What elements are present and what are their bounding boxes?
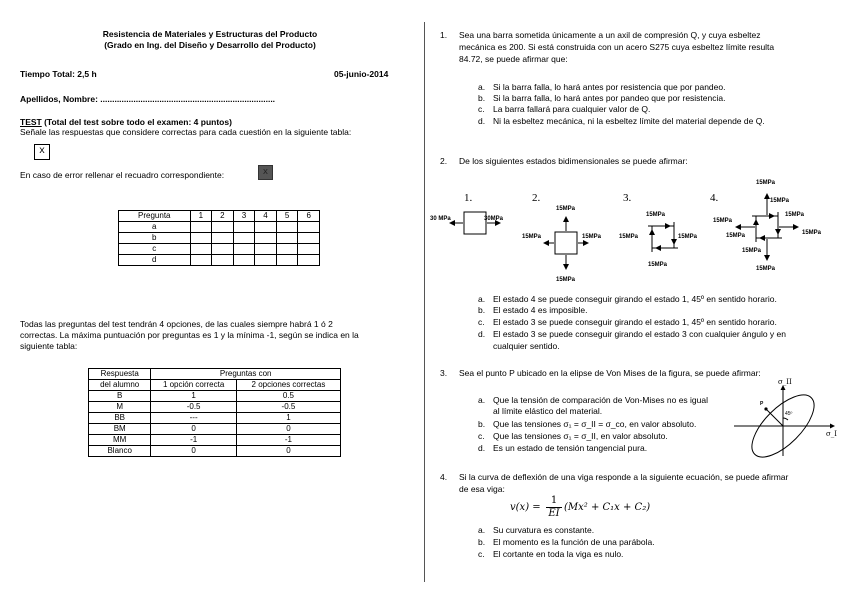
q2-option-d: El estado 3 se puede conseguir girando el estado 3 con cualquier ángulo y en xyxy=(493,329,786,339)
von-mises-svg xyxy=(734,380,840,460)
q2-option-c-letter: c. xyxy=(478,317,485,327)
state-2-label-left: 15MPa xyxy=(522,234,542,240)
error-filled-box: x xyxy=(258,165,273,180)
answer-cell[interactable] xyxy=(190,233,212,244)
q1-option-c-letter: c. xyxy=(478,104,485,114)
q1-option-a: Si la barra falla, lo hará antes por resistencia que por pandeo. xyxy=(493,82,726,92)
answer-cell[interactable] xyxy=(276,255,298,266)
answer-cell[interactable] xyxy=(190,244,212,255)
scoring-cell: 1 xyxy=(236,413,340,424)
scoring-cell: 1 xyxy=(151,391,237,402)
state-4-label-top: 15MPa xyxy=(756,180,776,186)
angle-label: 45º xyxy=(785,411,793,417)
scoring-subheader-1: 1 opción correcta xyxy=(151,380,237,391)
q1-option-d-letter: d. xyxy=(478,116,486,126)
q2-option-b-letter: b. xyxy=(478,305,486,315)
equation-denominator: EI xyxy=(548,508,560,519)
name-field-label: Apellidos, Nombre: .......................................................................... xyxy=(20,94,276,104)
answer-table-header: Pregunta xyxy=(119,211,191,222)
answer-cell[interactable] xyxy=(255,255,277,266)
q4-option-b: El momento es la función de una parábola. xyxy=(493,537,655,547)
state-4-label-shear-left: 15MPa xyxy=(713,218,733,224)
table-row xyxy=(89,446,341,457)
scoring-cell: 0 xyxy=(151,446,237,457)
state-3-label-left: 15MPa xyxy=(619,234,639,240)
answer-cell[interactable] xyxy=(233,233,255,244)
scoring-cell: -1 xyxy=(236,435,340,446)
q2-option-a-letter: a. xyxy=(478,294,486,304)
state-1-element xyxy=(464,212,486,234)
state-4-number: 4. xyxy=(710,192,719,204)
state-3-label-bottom: 15MPa xyxy=(648,262,668,268)
sigma-2-label: σ_II xyxy=(778,378,792,386)
table-row xyxy=(119,244,320,255)
table-row xyxy=(89,402,341,413)
scoring-cell: -0.5 xyxy=(236,402,340,413)
state-2-element xyxy=(555,232,577,254)
scoring-cell: Blanco xyxy=(89,446,151,457)
answer-row-label: d xyxy=(119,255,191,266)
q1-stem-1: Sea una barra sometida únicamente a un axil de compresión Q, y cuya esbeltez xyxy=(459,30,761,40)
q3-number: 3. xyxy=(440,368,448,378)
answer-col-5: 5 xyxy=(276,211,298,222)
state-1-label-left: 30 MPa xyxy=(430,216,451,222)
test-instruction: Señale las respuestas que considere correctas para cada cuestión en la siguiente tabla: xyxy=(20,127,352,137)
state-2-label-right: 15MPa xyxy=(582,234,602,240)
answer-row-label: a xyxy=(119,222,191,233)
q1-stem-3: 84.72, se puede afirmar que: xyxy=(459,54,568,64)
q2-option-b: El estado 4 es imposible. xyxy=(493,305,588,315)
answer-cell[interactable] xyxy=(212,244,234,255)
answer-cell[interactable] xyxy=(255,244,277,255)
point-p-radius xyxy=(766,409,783,426)
q3-option-d: Es un estado de tensión tangencial pura. xyxy=(493,443,648,453)
scoring-col1-header-2: del alumno xyxy=(89,380,151,391)
q2-option-a: El estado 4 se puede conseguir girando el estado 1, 45º en sentido horario. xyxy=(493,294,777,304)
q1-stem-2: mecánica es 200. Si está construida con un acero S275 cuya esbeltez límite resulta xyxy=(459,42,775,52)
table-row xyxy=(89,391,341,402)
scoring-cell: BM xyxy=(89,424,151,435)
scoring-cell: MM xyxy=(89,435,151,446)
answer-cell[interactable] xyxy=(190,222,212,233)
scoring-col1-header-1: Respuesta xyxy=(89,369,151,380)
von-mises-figure xyxy=(734,380,840,460)
answer-cell[interactable] xyxy=(212,255,234,266)
title-line-2: (Grado en Ing. del Diseño y Desarrollo del Producto) xyxy=(104,40,316,50)
scoring-text-line-2: correctas. La máxima puntuación por preguntas es 1 y la mínima -1, según se indica en la xyxy=(20,330,359,340)
title-line-1: Resistencia de Materiales y Estructuras del Producto xyxy=(102,29,318,39)
state-4-label-left: 15MPa xyxy=(726,233,746,239)
mark-example-box: x xyxy=(34,144,50,160)
q3-option-a-cont: al límite elástico del material. xyxy=(493,406,603,416)
time-total: Tiempo Total: 2,5 h xyxy=(20,69,97,79)
answer-col-4: 4 xyxy=(255,211,277,222)
scoring-cell: BB xyxy=(89,413,151,424)
answer-row-label: b xyxy=(119,233,191,244)
state-2-number: 2. xyxy=(532,192,541,204)
state-3-element xyxy=(652,226,674,248)
q1-option-a-letter: a. xyxy=(478,82,486,92)
q3-option-a-letter: a. xyxy=(478,395,486,405)
q2-option-d-cont: cualquier sentido. xyxy=(493,341,560,351)
q2-option-c: El estado 3 se puede conseguir girando el estado 1, 45º en sentido horario. xyxy=(493,317,777,327)
q4-number: 4. xyxy=(440,472,448,482)
scoring-cell: -1 xyxy=(151,435,237,446)
scoring-cell: --- xyxy=(151,413,237,424)
answer-cell[interactable] xyxy=(276,244,298,255)
q1-option-b: Si la barra falla, lo hará antes por pandeo que por resistencia. xyxy=(493,93,726,103)
answer-col-3: 3 xyxy=(233,211,255,222)
scoring-cell: -0.5 xyxy=(151,402,237,413)
scoring-cell: 0 xyxy=(151,424,237,435)
q4-option-a: Su curvatura es constante. xyxy=(493,525,595,535)
test-heading-prefix: TEST xyxy=(20,117,42,127)
table-row xyxy=(119,255,320,266)
answer-row-label: c xyxy=(119,244,191,255)
scoring-cell: M xyxy=(89,402,151,413)
scoring-cell: B xyxy=(89,391,151,402)
q3-option-c-letter: c. xyxy=(478,431,485,441)
table-row xyxy=(119,222,320,233)
q2-stem: De los siguientes estados bidimensionales se puede afirmar: xyxy=(459,156,688,166)
answer-cell[interactable] xyxy=(255,233,277,244)
answer-cell[interactable] xyxy=(190,255,212,266)
equation-right: (Mx² + C₁x + C₂) xyxy=(564,502,651,513)
state-4-label-shear-bottom: 15MPa xyxy=(742,248,762,254)
state-1-label-right: 30MPa xyxy=(484,216,504,222)
answer-cell[interactable] xyxy=(298,222,320,233)
point-p-label: P xyxy=(760,401,764,407)
answer-cell[interactable] xyxy=(233,255,255,266)
q3-stem: Sea el punto P ubicado en la elipse de Von Mises de la figura, se puede afirmar: xyxy=(459,368,761,378)
table-row xyxy=(119,233,320,244)
q2-number: 2. xyxy=(440,156,448,166)
error-instruction: En caso de error rellenar el recuadro correspondiente: xyxy=(20,170,225,180)
answer-col-1: 1 xyxy=(190,211,212,222)
point-p xyxy=(764,407,767,410)
answer-cell[interactable] xyxy=(255,222,277,233)
table-row xyxy=(89,424,341,435)
state-2-label-top: 15MPa xyxy=(556,206,576,212)
q4-stem-2: de esa viga: xyxy=(459,484,505,494)
answer-cell[interactable] xyxy=(212,233,234,244)
scoring-text-line-1: Todas las preguntas del test tendrán 4 opciones, de las cuales siempre habrá 1 ó 2 xyxy=(20,319,333,329)
state-3-number: 3. xyxy=(623,192,632,204)
q3-option-d-letter: d. xyxy=(478,443,486,453)
equation-left: v(x) = xyxy=(510,502,541,513)
answer-cell[interactable] xyxy=(298,233,320,244)
test-heading-rest: (Total del test sobre todo el examen: 4 puntos) xyxy=(41,117,232,127)
q3-option-b-letter: b. xyxy=(478,419,486,429)
answer-table xyxy=(118,210,320,266)
state-2-label-bottom: 15MPa xyxy=(556,277,576,283)
equation-numerator: 1 xyxy=(550,495,558,506)
state-4-element xyxy=(756,216,778,238)
q3-option-a: Que la tensión de comparación de Von-Mises no es igual xyxy=(493,395,708,405)
state-4-label-bottom: 15MPa xyxy=(756,266,776,272)
answer-cell[interactable] xyxy=(298,255,320,266)
sigma-1-label: σ_I xyxy=(826,430,838,438)
state-1-number: 1. xyxy=(464,192,473,204)
q1-option-d: Ni la esbeltez mecánica, ni la esbeltez límite del material depende de Q. xyxy=(493,116,765,126)
q4-option-a-letter: a. xyxy=(478,525,486,535)
q4-option-b-letter: b. xyxy=(478,537,486,547)
scoring-subheader-2: 2 opciones correctas xyxy=(236,380,340,391)
answer-col-6: 6 xyxy=(298,211,320,222)
scoring-table xyxy=(88,368,341,457)
q4-stem-1: Si la curva de deflexión de una viga responde a la siguiente ecuación, se puede afirmar xyxy=(459,472,789,482)
scoring-group-header: Preguntas con xyxy=(151,369,341,380)
scoring-text-line-3: siguiente tabla: xyxy=(20,341,78,351)
q3-option-c: Que las tensiones σ₁ = σ_II, en valor absoluto. xyxy=(493,431,668,441)
scoring-cell: 0 xyxy=(236,424,340,435)
q2-option-d-letter: d. xyxy=(478,329,486,339)
q1-number: 1. xyxy=(440,30,448,40)
q1-option-b-letter: b. xyxy=(478,93,486,103)
answer-col-2: 2 xyxy=(212,211,234,222)
answer-cell[interactable] xyxy=(212,222,234,233)
table-row xyxy=(89,413,341,424)
test-heading xyxy=(20,117,232,127)
state-4-label-shear-right: 15MPa xyxy=(785,212,805,218)
angle-arc xyxy=(783,418,788,420)
column-divider xyxy=(424,22,425,582)
state-4-label-right: 15MPa xyxy=(802,230,822,236)
answer-cell[interactable] xyxy=(298,244,320,255)
answer-cell[interactable] xyxy=(233,244,255,255)
table-row xyxy=(89,435,341,446)
scoring-cell: 0.5 xyxy=(236,391,340,402)
q1-option-c: La barra fallará para cualquier valor de Q. xyxy=(493,104,651,114)
state-3-label-top: 15MPa xyxy=(646,212,666,218)
answer-cell[interactable] xyxy=(233,222,255,233)
stress-states-figure xyxy=(430,176,830,288)
answer-cell[interactable] xyxy=(276,233,298,244)
exam-date: 05-junio-2014 xyxy=(334,69,389,79)
state-3-label-right: 15MPa xyxy=(678,234,698,240)
q3-option-b: Que las tensiones σ₁ = σ_II = σ_co, en valor absoluto. xyxy=(493,419,697,429)
answer-cell[interactable] xyxy=(276,222,298,233)
scoring-cell: 0 xyxy=(236,446,340,457)
q4-option-c-letter: c. xyxy=(478,549,485,559)
state-4-label-shear-top: 15MPa xyxy=(770,198,790,204)
q4-option-c: El cortante en toda la viga es nulo. xyxy=(493,549,624,559)
